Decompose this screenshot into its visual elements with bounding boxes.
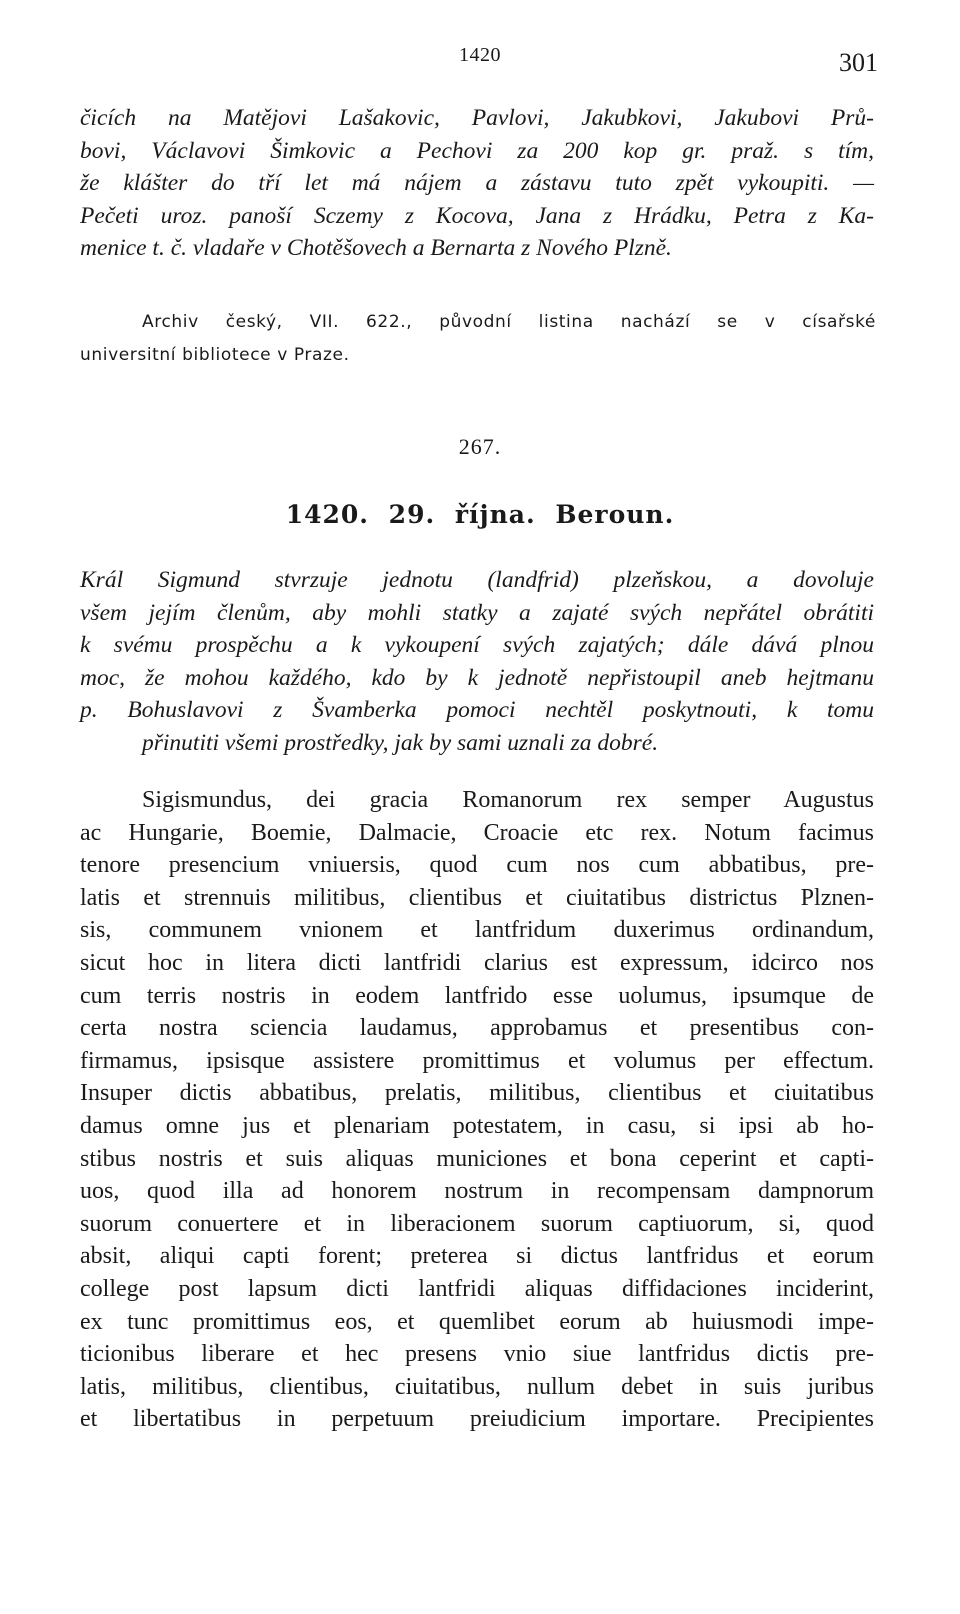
document-dateline: 1420. 29. října. Beroun. (285, 500, 675, 529)
summary-line: moc, že mohou každého, kdo by k jednotě nepřistoupil aneb hejtmanu (80, 664, 874, 691)
summary-line: přinutiti všemi prostředky, jak by sami uznali za dobré. (142, 729, 659, 756)
running-head-year: 1420 (459, 44, 501, 66)
latin-line: certa nostra sciencia laudamus, approbamus et presentibus con- (80, 1015, 874, 1042)
document-number: 267. (458, 434, 502, 459)
latin-line: college post lapsum dicti lantfridi aliquas diffidaciones inciderint, (80, 1275, 874, 1302)
latin-line: ticionibus liberare et hec presens vnio siue lantfridus dictis pre- (80, 1341, 874, 1368)
latin-line: cum terris nostris in eodem lantfrido esse uolumus, ipsumque de (80, 982, 874, 1009)
archive-note (80, 306, 876, 372)
latin-line: Insuper dictis abbatibus, prelatis, militibus, clientibus et ciuitatibus (80, 1080, 874, 1107)
latin-line: Sigismundus, dei gracia Romanorum rex semper Augustus (142, 787, 874, 813)
archive-note-line: universitní bibliotece v Praze. (80, 345, 350, 365)
summary-line: p. Bohuslavovi z Švamberka pomoci nechtěl poskytnouti, k tomu (80, 697, 874, 723)
latin-line: ex tunc promittimus eos, et quemlibet eorum ab huiusmodi impe- (80, 1308, 874, 1335)
latin-line: latis, militibus, clientibus, ciuitatibus, nullum debet in suis juribus (80, 1373, 874, 1400)
text-line: bovi, Václavovi Šimkovic a Pechovi za 200 kop gr. praž. s tím, (80, 137, 874, 164)
latin-line: uos, quod illa ad honorem nostrum in recompensam dampnorum (80, 1178, 874, 1205)
previous-document-text (80, 102, 874, 265)
latin-line: tenore presencium vniuersis, quod cum nos cum abbatibus, pre- (80, 852, 874, 879)
text-line: menice t. č. vladaře v Chotěšovech a Bernarta z Nového Plzně. (80, 235, 672, 261)
page-number: 301 (839, 48, 878, 77)
text-line: Pečeti uroz. panoší Sczemy z Kocova, Jana z Hrádku, Petra z Ka- (80, 202, 874, 229)
latin-line: damus omne jus et plenariam potestatem, in casu, si ipsi ab ho- (80, 1112, 874, 1139)
text-line: čicích na Matějovi Lašakovic, Pavlovi, Jakubkovi, Jakubovi Prů- (80, 105, 874, 131)
latin-line: absit, aliqui capti forent; preterea si dictus lantfridus et eorum (80, 1243, 874, 1270)
latin-line: et libertatibus in perpetuum preiudicium importare. Precipientes (80, 1406, 874, 1433)
latin-line: sicut hoc in litera dicti lantfridi clarius est expressum, idcirco nos (80, 949, 874, 976)
latin-charter-text (80, 784, 874, 1436)
latin-line: suorum conuertere et in liberacionem suorum captiuorum, si, quod (80, 1210, 874, 1237)
latin-line: ac Hungarie, Boemie, Dalmacie, Croacie etc rex. Notum facimus (80, 819, 874, 846)
summary-line: všem jejím členům, aby mohli statky a zajaté svých nepřátel obrátiti (80, 599, 874, 626)
summary-line: Král Sigmund stvrzuje jednotu (landfrid) plzeňskou, a dovoluje (80, 567, 874, 593)
latin-line: latis et strennuis militibus, clientibus et ciuitatibus districtus Plznen- (80, 884, 874, 911)
archive-note-line: Archiv český, VII. 622., původní listina nachází se v císařské (142, 312, 876, 332)
summary-line: k svému prospěchu a k vykoupení svých zajatých; dále dává plnou (80, 632, 874, 658)
latin-line: stibus nostris et suis aliquas municiones et bona ceperint et capti- (80, 1145, 874, 1172)
text-line: že klášter do tří let má nájem a zástavu tuto zpět vykoupiti. — (80, 170, 874, 196)
document-summary (80, 564, 874, 759)
latin-line: firmamus, ipsisque assistere promittimus et volumus per effectum. (80, 1047, 874, 1074)
latin-line: sis, communem vnionem et lantfridum duxerimus ordinandum, (80, 917, 874, 944)
